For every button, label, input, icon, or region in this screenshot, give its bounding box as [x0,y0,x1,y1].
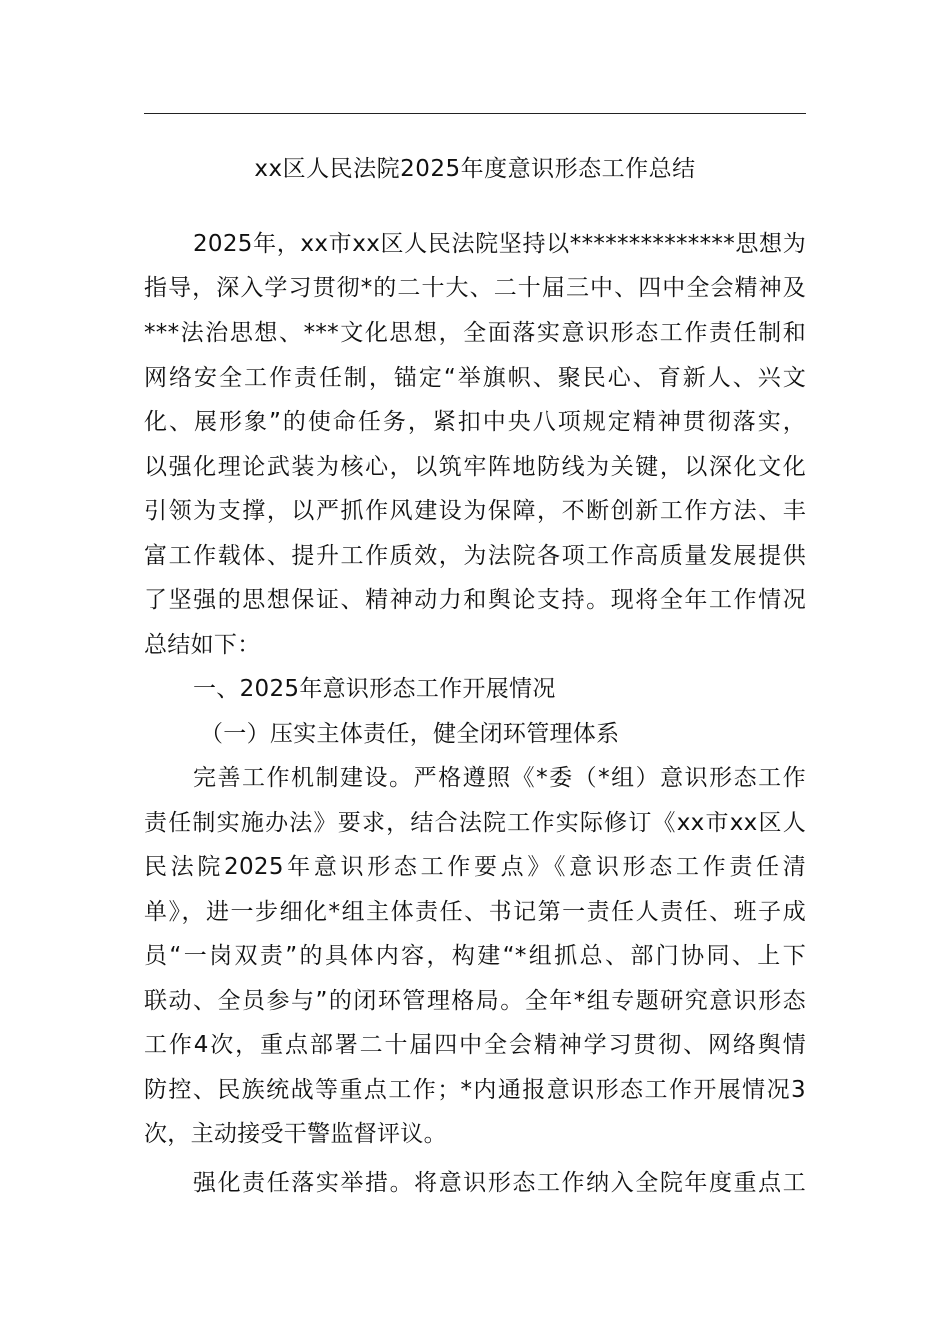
body-line: 次，主动接受干警监督评议。 [144,1121,447,1147]
intro-line: 2025年，xx市xx区人民法院坚持以**************思想为 [193,231,806,257]
body-line: 防控、民族统战等重点工作；*内通报意识形态工作开展情况3 [144,1077,806,1103]
body-line: 工作4次，重点部署二十届四中全会精神学习贯彻、网络舆情 [144,1032,806,1058]
header-rule [144,113,806,114]
body-line: 单》，进一步细化*组主体责任、书记第一责任人责任、班子成 [144,899,806,925]
intro-line: 富工作载体、提升工作质效，为法院各项工作高质量发展提供 [144,543,806,569]
intro-line: 了坚强的思想保证、精神动力和舆论支持。现将全年工作情况 [144,587,806,613]
section-heading-2: （一）压实主体责任，健全闭环管理体系 [200,721,620,747]
intro-line: 网络安全工作责任制，锚定“举旗帜、聚民心、育新人、兴文 [144,365,806,391]
body-line: 强化责任落实举措。将意识形态工作纳入全院年度重点工 [193,1170,806,1196]
section-heading-1: 一、2025年意识形态工作开展情况 [193,676,556,702]
body-line: 员“一岗双责”的具体内容，构建“*组抓总、部门协同、上下 [144,943,806,969]
intro-line: 总结如下： [144,632,261,658]
intro-line: 指导，深入学习贯彻*的二十大、二十届三中、四中全会精神及 [144,275,806,301]
body-line: 责任制实施办法》要求，结合法院工作实际修订《xx市xx区人 [144,810,806,836]
body-line: 民法院2025年意识形态工作要点》《意识形态工作责任清 [144,854,806,880]
body-line: 联动、全员参与”的闭环管理格局。全年*组专题研究意识形态 [144,988,806,1014]
intro-line: ***法治思想、***文化思想，全面落实意识形态工作责任制和 [144,320,806,346]
intro-line: 以强化理论武装为核心，以筑牢阵地防线为关键，以深化文化 [144,454,806,480]
intro-line: 引领为支撑，以严抓作风建设为保障，不断创新工作方法、丰 [144,498,806,524]
intro-line: 化、展形象”的使命任务，紧扣中央八项规定精神贯彻落实， [144,409,806,435]
document-title: xx区人民法院2025年度意识形态工作总结 [254,156,696,182]
body-line: 完善工作机制建设。严格遵照《*委（*组）意识形态工作 [193,765,806,791]
